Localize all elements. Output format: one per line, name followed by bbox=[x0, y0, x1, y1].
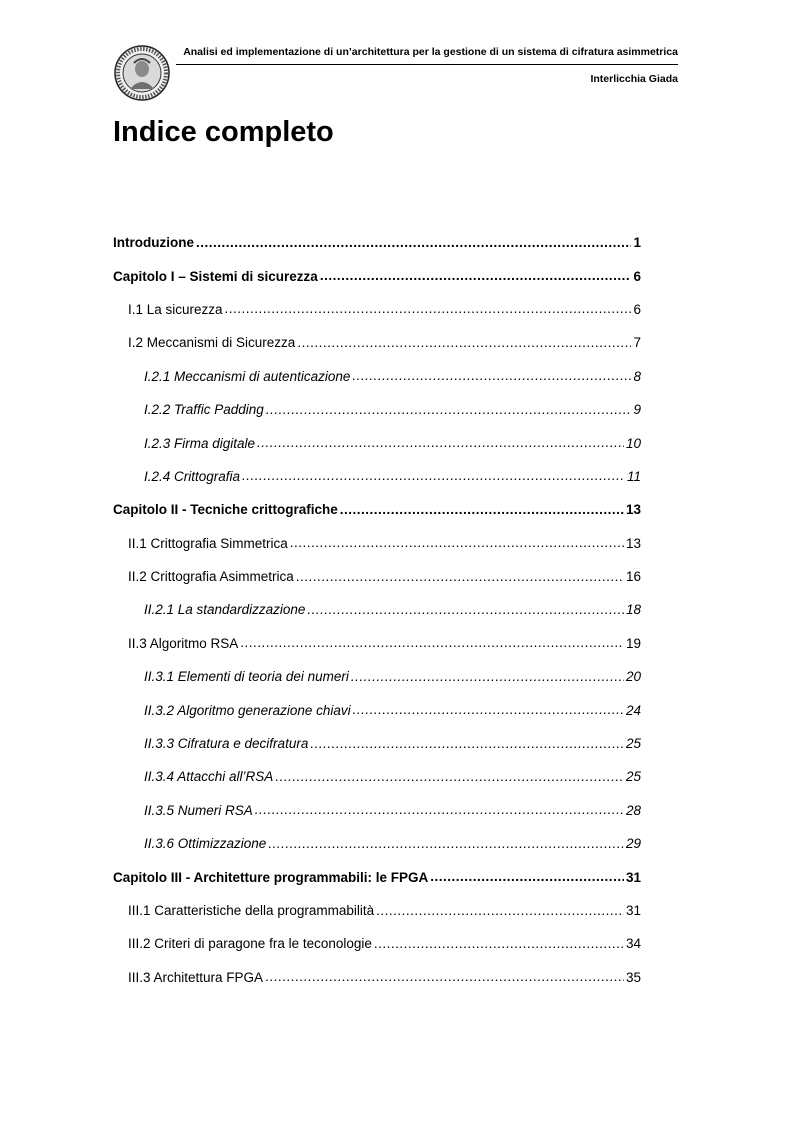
toc-entry-label: I.2.4 Crittografia bbox=[144, 468, 241, 484]
toc-entry[interactable] bbox=[113, 827, 641, 860]
toc-entry-page-number: 20 bbox=[625, 669, 641, 685]
toc-entry-page-number: 13 bbox=[625, 502, 641, 518]
toc-entry-page-number: 11 bbox=[626, 468, 641, 484]
toc-entry-label: III.3 Architettura FPGA bbox=[128, 969, 264, 985]
toc-entry-page-number: 35 bbox=[625, 969, 641, 985]
toc-entry[interactable] bbox=[113, 493, 641, 526]
toc-dot-leader bbox=[352, 368, 631, 384]
toc-entry[interactable] bbox=[113, 226, 641, 259]
toc-entry-label: II.2.1 La standardizzazione bbox=[144, 602, 306, 618]
toc-entry-label: II.2 Crittografia Asimmetrica bbox=[128, 569, 294, 585]
toc-entry-label: II.3.3 Cifratura e decifratura bbox=[144, 736, 309, 752]
toc-entry-page-number: 18 bbox=[625, 602, 641, 618]
toc-dot-leader bbox=[255, 802, 624, 818]
page-title: Indice completo bbox=[113, 116, 334, 148]
toc-dot-leader bbox=[310, 736, 624, 752]
toc-entry-label: I.2 Meccanismi di Sicurezza bbox=[128, 335, 296, 351]
toc-entry-label: II.3.5 Numeri RSA bbox=[144, 802, 253, 818]
toc-dot-leader bbox=[320, 268, 632, 284]
toc-entry-label: Introduzione bbox=[113, 235, 194, 251]
toc-dot-leader bbox=[225, 301, 632, 317]
toc-entry-label: II.3 Algoritmo RSA bbox=[128, 635, 239, 651]
toc-entry[interactable] bbox=[113, 693, 641, 726]
toc-entry-page-number: 25 bbox=[625, 769, 641, 785]
toc-entry-label: II.3.1 Elementi di teoria dei numeri bbox=[144, 669, 349, 685]
toc-dot-leader bbox=[353, 702, 624, 718]
toc-entry-label: I.2.2 Traffic Padding bbox=[144, 402, 264, 418]
toc-entry-page-number: 24 bbox=[625, 702, 641, 718]
toc-entry[interactable] bbox=[113, 460, 641, 493]
toc-entry[interactable] bbox=[113, 360, 641, 393]
toc-dot-leader bbox=[296, 569, 624, 585]
toc-dot-leader bbox=[351, 669, 624, 685]
toc-entry-label: II.1 Crittografia Simmetrica bbox=[128, 535, 288, 551]
toc-entry-label: II.3.4 Attacchi all’RSA bbox=[144, 769, 274, 785]
toc-entry-label: III.2 Criteri di paragone fra le teconologie bbox=[128, 936, 372, 952]
toc-entry-page-number: 29 bbox=[625, 836, 641, 852]
toc-entry-label: II.3.2 Algoritmo generazione chiavi bbox=[144, 702, 351, 718]
toc-entry[interactable] bbox=[113, 794, 641, 827]
toc-dot-leader bbox=[257, 435, 624, 451]
toc-entry[interactable] bbox=[113, 326, 641, 359]
toc-dot-leader bbox=[376, 903, 624, 919]
toc-dot-leader bbox=[265, 969, 624, 985]
toc-entry-label: I.2.1 Meccanismi di autenticazione bbox=[144, 368, 351, 384]
toc-entry-page-number: 7 bbox=[633, 335, 641, 351]
toc-entry-page-number: 6 bbox=[633, 301, 641, 317]
toc-entry-label: Capitolo I – Sistemi di sicurezza bbox=[113, 268, 318, 284]
toc-entry[interactable] bbox=[113, 860, 641, 893]
toc-entry-page-number: 34 bbox=[625, 936, 641, 952]
toc-dot-leader bbox=[374, 936, 624, 952]
toc-entry[interactable] bbox=[113, 259, 641, 292]
toc-dot-leader bbox=[242, 468, 625, 484]
toc-entry[interactable] bbox=[113, 927, 641, 960]
toc-entry-page-number: 6 bbox=[633, 268, 641, 284]
toc-entry-page-number: 1 bbox=[633, 235, 641, 251]
toc-entry-label: Capitolo III - Architetture programmabili: le FPGA bbox=[113, 869, 429, 885]
toc-dot-leader bbox=[340, 502, 624, 518]
toc-entry[interactable] bbox=[113, 293, 641, 326]
toc-entry-page-number: 9 bbox=[633, 402, 641, 418]
toc-entry-page-number: 19 bbox=[625, 635, 641, 651]
toc-dot-leader bbox=[297, 335, 631, 351]
toc-dot-leader bbox=[275, 769, 624, 785]
toc-dot-leader bbox=[430, 869, 624, 885]
toc-dot-leader bbox=[268, 836, 624, 852]
toc-entry-label: III.1 Caratteristiche della programmabilità bbox=[128, 903, 375, 918]
table-of-contents bbox=[113, 226, 641, 994]
header-author: Interlicchia Giada bbox=[590, 73, 678, 85]
header-title: Analisi ed implementazione di un’architettura per la gestione di un sistema di cifratura asimmetrica bbox=[183, 46, 678, 58]
toc-dot-leader bbox=[307, 602, 624, 618]
toc-entry[interactable] bbox=[113, 660, 641, 693]
toc-entry[interactable] bbox=[113, 627, 641, 660]
toc-entry-page-number: 28 bbox=[625, 802, 641, 818]
toc-dot-leader bbox=[196, 235, 631, 251]
toc-entry[interactable] bbox=[113, 560, 641, 593]
toc-entry-label: II.3.6 Ottimizzazione bbox=[144, 836, 267, 852]
toc-entry-page-number: 13 bbox=[625, 535, 641, 551]
toc-entry[interactable] bbox=[113, 961, 641, 994]
toc-entry-page-number: 31 bbox=[625, 903, 641, 918]
toc-entry-label: I.1 La sicurezza bbox=[128, 301, 223, 317]
toc-dot-leader bbox=[266, 402, 632, 418]
toc-entry-label: Capitolo II - Tecniche crittografiche bbox=[113, 502, 338, 518]
toc-entry-page-number: 31 bbox=[625, 869, 641, 885]
toc-entry[interactable] bbox=[113, 593, 641, 626]
toc-entry-page-number: 10 bbox=[625, 435, 641, 451]
toc-entry[interactable] bbox=[113, 393, 641, 426]
toc-entry[interactable] bbox=[113, 527, 641, 560]
toc-entry[interactable] bbox=[113, 727, 641, 760]
toc-entry-label: I.2.3 Firma digitale bbox=[144, 435, 256, 451]
header-divider bbox=[176, 64, 678, 65]
toc-entry-page-number: 8 bbox=[633, 368, 641, 384]
toc-dot-leader bbox=[290, 535, 624, 551]
toc-entry[interactable] bbox=[113, 426, 641, 459]
toc-entry[interactable] bbox=[113, 894, 641, 927]
toc-dot-leader bbox=[240, 635, 624, 651]
university-seal-icon bbox=[114, 45, 170, 101]
toc-entry-page-number: 25 bbox=[625, 736, 641, 752]
toc-entry[interactable] bbox=[113, 760, 641, 793]
toc-entry-page-number: 16 bbox=[625, 569, 641, 585]
